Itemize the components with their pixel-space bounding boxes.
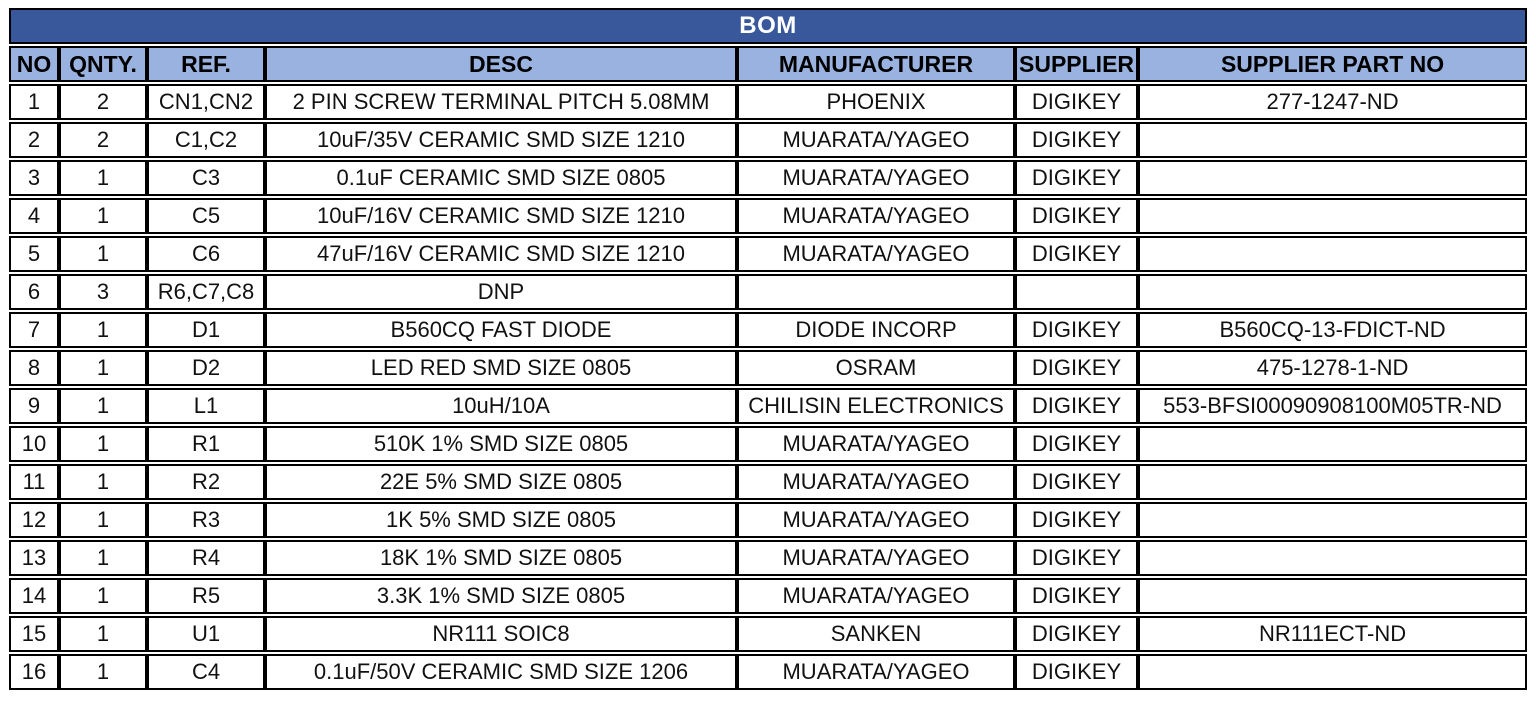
cell-desc: DNP bbox=[265, 274, 737, 310]
cell-no: 3 bbox=[9, 160, 59, 196]
cell-ref: R4 bbox=[147, 540, 265, 576]
cell-manufacturer: DIODE INCORP bbox=[737, 312, 1015, 348]
cell-manufacturer: MUARATA/YAGEO bbox=[737, 654, 1015, 690]
cell-supplier: DIGIKEY bbox=[1015, 350, 1138, 386]
cell-desc: 0.1uF/50V CERAMIC SMD SIZE 1206 bbox=[265, 654, 737, 690]
cell-desc: LED RED SMD SIZE 0805 bbox=[265, 350, 737, 386]
cell-qnty: 2 bbox=[59, 122, 147, 158]
bom-table bbox=[9, 6, 1527, 692]
cell-supplier-part-no: NR111ECT-ND bbox=[1138, 616, 1527, 652]
table-row bbox=[9, 236, 1527, 272]
cell-no: 9 bbox=[9, 388, 59, 424]
cell-qnty: 1 bbox=[59, 578, 147, 614]
cell-manufacturer: MUARATA/YAGEO bbox=[737, 540, 1015, 576]
cell-desc: 47uF/16V CERAMIC SMD SIZE 1210 bbox=[265, 236, 737, 272]
cell-qnty: 1 bbox=[59, 160, 147, 196]
cell-supplier-part-no: 277-1247-ND bbox=[1138, 84, 1527, 120]
cell-supplier: DIGIKEY bbox=[1015, 236, 1138, 272]
cell-ref: R5 bbox=[147, 578, 265, 614]
table-row bbox=[9, 122, 1527, 158]
cell-ref: C6 bbox=[147, 236, 265, 272]
table-row bbox=[9, 540, 1527, 576]
table-row bbox=[9, 426, 1527, 462]
cell-desc: 10uF/35V CERAMIC SMD SIZE 1210 bbox=[265, 122, 737, 158]
cell-supplier-part-no bbox=[1138, 274, 1527, 310]
cell-manufacturer: CHILISIN ELECTRONICS bbox=[737, 388, 1015, 424]
cell-ref: CN1,CN2 bbox=[147, 84, 265, 120]
table-row bbox=[9, 312, 1527, 348]
cell-ref: R6,C7,C8 bbox=[147, 274, 265, 310]
cell-supplier: DIGIKEY bbox=[1015, 654, 1138, 690]
cell-ref: C1,C2 bbox=[147, 122, 265, 158]
column-header-no: NO bbox=[9, 46, 59, 82]
table-row bbox=[9, 350, 1527, 386]
cell-qnty: 1 bbox=[59, 654, 147, 690]
cell-no: 2 bbox=[9, 122, 59, 158]
cell-desc: 0.1uF CERAMIC SMD SIZE 0805 bbox=[265, 160, 737, 196]
cell-manufacturer: MUARATA/YAGEO bbox=[737, 426, 1015, 462]
cell-qnty: 1 bbox=[59, 236, 147, 272]
table-body bbox=[9, 84, 1527, 690]
cell-desc: 22E 5% SMD SIZE 0805 bbox=[265, 464, 737, 500]
cell-qnty: 1 bbox=[59, 198, 147, 234]
cell-manufacturer: SANKEN bbox=[737, 616, 1015, 652]
cell-ref: R3 bbox=[147, 502, 265, 538]
cell-ref: D2 bbox=[147, 350, 265, 386]
cell-desc: 3.3K 1% SMD SIZE 0805 bbox=[265, 578, 737, 614]
cell-manufacturer bbox=[737, 274, 1015, 310]
cell-supplier-part-no bbox=[1138, 236, 1527, 272]
column-header-desc: DESC bbox=[265, 46, 737, 82]
cell-supplier-part-no bbox=[1138, 198, 1527, 234]
column-header-ref: REF. bbox=[147, 46, 265, 82]
cell-manufacturer: OSRAM bbox=[737, 350, 1015, 386]
cell-no: 6 bbox=[9, 274, 59, 310]
cell-supplier: DIGIKEY bbox=[1015, 502, 1138, 538]
cell-no: 12 bbox=[9, 502, 59, 538]
cell-no: 11 bbox=[9, 464, 59, 500]
cell-supplier-part-no bbox=[1138, 122, 1527, 158]
cell-manufacturer: MUARATA/YAGEO bbox=[737, 502, 1015, 538]
cell-no: 8 bbox=[9, 350, 59, 386]
cell-ref: D1 bbox=[147, 312, 265, 348]
cell-no: 15 bbox=[9, 616, 59, 652]
cell-supplier: DIGIKEY bbox=[1015, 464, 1138, 500]
cell-manufacturer: MUARATA/YAGEO bbox=[737, 236, 1015, 272]
cell-qnty: 1 bbox=[59, 464, 147, 500]
cell-qnty: 2 bbox=[59, 84, 147, 120]
table-row bbox=[9, 464, 1527, 500]
table-row bbox=[9, 198, 1527, 234]
cell-qnty: 1 bbox=[59, 388, 147, 424]
cell-no: 5 bbox=[9, 236, 59, 272]
cell-supplier-part-no bbox=[1138, 464, 1527, 500]
cell-no: 1 bbox=[9, 84, 59, 120]
cell-desc: 18K 1% SMD SIZE 0805 bbox=[265, 540, 737, 576]
column-header-supplier-part-no: SUPPLIER PART NO bbox=[1138, 46, 1527, 82]
cell-supplier-part-no: B560CQ-13-FDICT-ND bbox=[1138, 312, 1527, 348]
column-header-supplier: SUPPLIER bbox=[1015, 46, 1138, 82]
cell-qnty: 1 bbox=[59, 502, 147, 538]
cell-qnty: 1 bbox=[59, 312, 147, 348]
table-row bbox=[9, 654, 1527, 690]
cell-ref: L1 bbox=[147, 388, 265, 424]
cell-supplier-part-no: 475-1278-1-ND bbox=[1138, 350, 1527, 386]
cell-manufacturer: MUARATA/YAGEO bbox=[737, 160, 1015, 196]
cell-desc: 10uF/16V CERAMIC SMD SIZE 1210 bbox=[265, 198, 737, 234]
cell-supplier-part-no bbox=[1138, 502, 1527, 538]
cell-qnty: 1 bbox=[59, 350, 147, 386]
cell-supplier: DIGIKEY bbox=[1015, 122, 1138, 158]
cell-ref: R2 bbox=[147, 464, 265, 500]
cell-supplier: DIGIKEY bbox=[1015, 388, 1138, 424]
cell-supplier: DIGIKEY bbox=[1015, 426, 1138, 462]
cell-supplier: DIGIKEY bbox=[1015, 578, 1138, 614]
cell-manufacturer: MUARATA/YAGEO bbox=[737, 198, 1015, 234]
table-row bbox=[9, 388, 1527, 424]
table-row bbox=[9, 160, 1527, 196]
cell-ref: C4 bbox=[147, 654, 265, 690]
cell-supplier: DIGIKEY bbox=[1015, 84, 1138, 120]
cell-ref: U1 bbox=[147, 616, 265, 652]
cell-supplier-part-no: 553-BFSI00090908100M05TR-ND bbox=[1138, 388, 1527, 424]
cell-desc: NR111 SOIC8 bbox=[265, 616, 737, 652]
cell-supplier: DIGIKEY bbox=[1015, 312, 1138, 348]
cell-supplier-part-no bbox=[1138, 160, 1527, 196]
cell-qnty: 1 bbox=[59, 616, 147, 652]
cell-manufacturer: MUARATA/YAGEO bbox=[737, 122, 1015, 158]
cell-no: 10 bbox=[9, 426, 59, 462]
title-row bbox=[9, 8, 1527, 44]
cell-supplier-part-no bbox=[1138, 540, 1527, 576]
cell-qnty: 3 bbox=[59, 274, 147, 310]
table-row bbox=[9, 274, 1527, 310]
cell-desc: B560CQ FAST DIODE bbox=[265, 312, 737, 348]
bom-sheet bbox=[0, 6, 1536, 712]
cell-manufacturer: MUARATA/YAGEO bbox=[737, 578, 1015, 614]
cell-desc: 1K 5% SMD SIZE 0805 bbox=[265, 502, 737, 538]
cell-desc: 510K 1% SMD SIZE 0805 bbox=[265, 426, 737, 462]
column-header-qnty: QNTY. bbox=[59, 46, 147, 82]
cell-supplier: DIGIKEY bbox=[1015, 160, 1138, 196]
cell-no: 16 bbox=[9, 654, 59, 690]
cell-ref: C3 bbox=[147, 160, 265, 196]
table-row bbox=[9, 84, 1527, 120]
column-header-manufacturer: MANUFACTURER bbox=[737, 46, 1015, 82]
cell-supplier-part-no bbox=[1138, 578, 1527, 614]
cell-no: 14 bbox=[9, 578, 59, 614]
cell-manufacturer: MUARATA/YAGEO bbox=[737, 464, 1015, 500]
cell-qnty: 1 bbox=[59, 540, 147, 576]
cell-supplier: DIGIKEY bbox=[1015, 616, 1138, 652]
cell-qnty: 1 bbox=[59, 426, 147, 462]
cell-no: 7 bbox=[9, 312, 59, 348]
header-row bbox=[9, 46, 1527, 82]
cell-ref: R1 bbox=[147, 426, 265, 462]
cell-supplier: DIGIKEY bbox=[1015, 198, 1138, 234]
cell-no: 13 bbox=[9, 540, 59, 576]
cell-supplier: DIGIKEY bbox=[1015, 540, 1138, 576]
table-title: BOM bbox=[9, 8, 1527, 44]
table-row bbox=[9, 578, 1527, 614]
cell-manufacturer: PHOENIX bbox=[737, 84, 1015, 120]
cell-desc: 2 PIN SCREW TERMINAL PITCH 5.08MM bbox=[265, 84, 737, 120]
table-row bbox=[9, 502, 1527, 538]
cell-supplier bbox=[1015, 274, 1138, 310]
cell-no: 4 bbox=[9, 198, 59, 234]
table-row bbox=[9, 616, 1527, 652]
cell-desc: 10uH/10A bbox=[265, 388, 737, 424]
cell-supplier-part-no bbox=[1138, 654, 1527, 690]
cell-ref: C5 bbox=[147, 198, 265, 234]
cell-supplier-part-no bbox=[1138, 426, 1527, 462]
